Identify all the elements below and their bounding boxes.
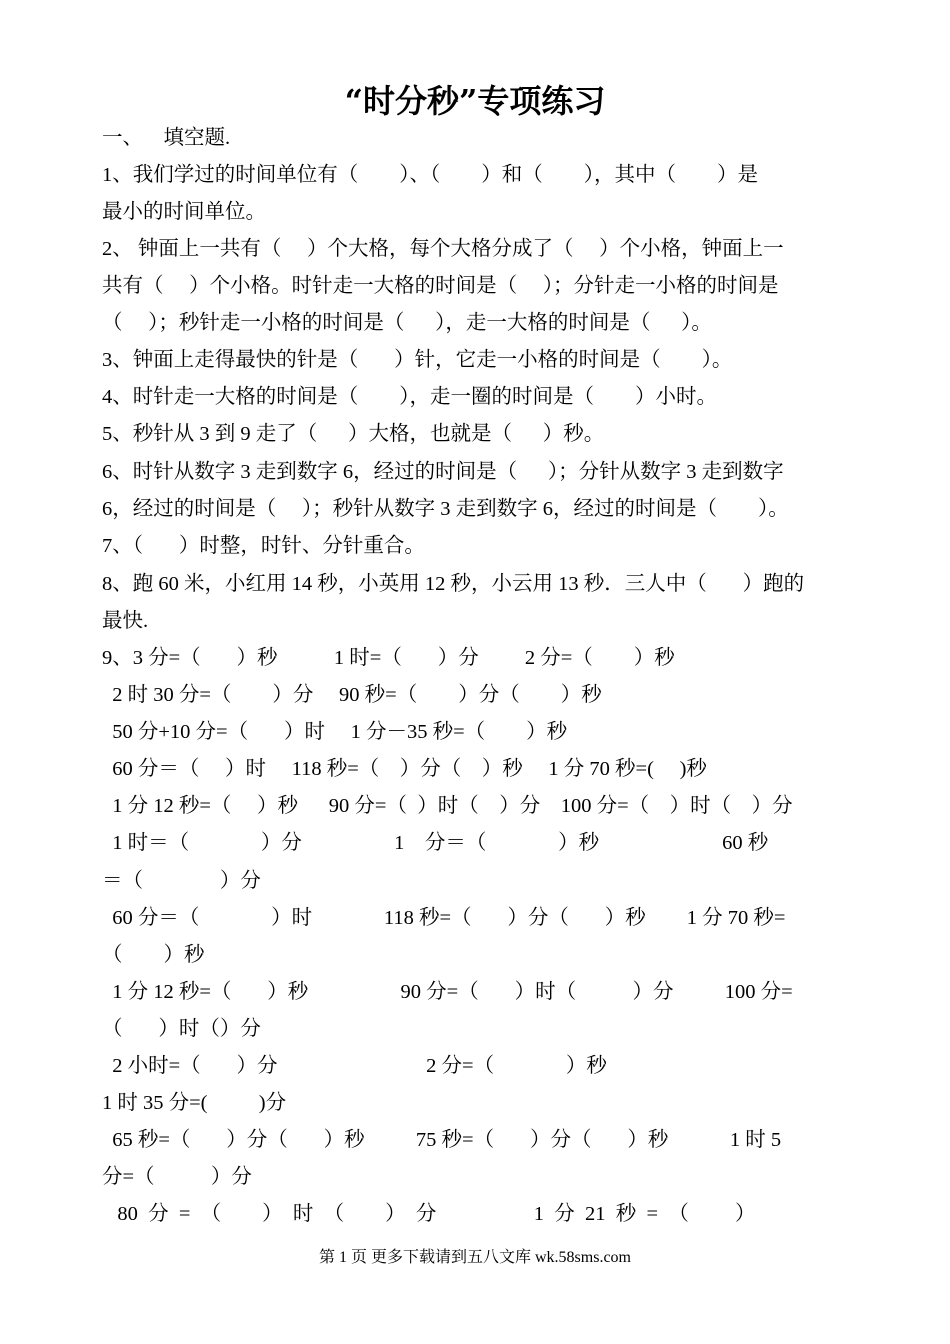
exercise-line: 一、 填空题. [102, 127, 231, 149]
exercise-line: 1、我们学过的时间单位有（ ）、（ ）和（ ），其中（ ）是 [102, 164, 758, 186]
exercise-line: 80 分 = （ ） 时 （ ） 分 1 分 21 秒 = （ ） [102, 1203, 756, 1225]
page-footer: 第 1 页 更多下载请到五八文库 wk.58sms.com [318, 1249, 631, 1266]
exercise-line: 2、 钟面上一共有（ ）个大格，每个大格分成了（ ）个小格，钟面上一 [102, 238, 784, 260]
exercise-line: 65 秒=（ ）分（ ）秒 75 秒=（ ）分（ ）秒 1 时 5 [102, 1129, 782, 1151]
exercise-line: 60 分＝（ ）时 118 秒=（ ）分（ ）秒 1 分 70 秒= [102, 907, 786, 929]
exercise-line: 9、3 分=（ ）秒 1 时=（ ）分 2 分=（ ）秒 [102, 647, 675, 669]
exercise-line: 最快. [102, 610, 149, 632]
exercise-line: 分=（ ）分 [102, 1166, 252, 1188]
exercise-line: 4、时针走一大格的时间是（ ），走一圈的时间是（ ）小时。 [102, 386, 717, 408]
exercise-line: （ ）秒 [102, 944, 205, 966]
exercise-line: 3、钟面上走得最快的针是（ ）针，它走一小格的时间是（ ）。 [102, 349, 733, 371]
exercise-line: （ ）时（）分 [102, 1018, 261, 1040]
exercise-line: 8、跑 60 米，小红用 14 秒，小英用 12 秒，小云用 13 秒．三人中（ ）跑的 [102, 573, 805, 595]
exercise-line: （ ）；秒针走一小格的时间是（ ），走一大格的时间是（ ）。 [102, 312, 712, 334]
exercise-line: 2 时 30 分=（ ）分 90 秒=（ ）分（ ）秒 [102, 684, 602, 706]
exercise-line: 7、（ ）时整，时针、分针重合。 [102, 535, 425, 557]
exercise-line: 60 分＝（ ）时 118 秒=（ ）分（ ）秒 1 分 70 秒=( )秒 [102, 758, 707, 780]
exercise-line: 2 小时=（ ）分 2 分=（ ）秒 [102, 1055, 607, 1077]
exercise-line: 1 分 12 秒=（ ）秒 90 分=（ ）时（ ）分 100 分= [102, 981, 793, 1003]
exercise-line: 50 分+10 分=（ ）时 1 分－35 秒=（ ）秒 [102, 721, 568, 743]
exercise-line: 5、秒针从 3 到 9 走了（ ）大格，也就是（ ）秒。 [102, 423, 605, 445]
exercise-line: 1 时＝（ ）分 1 分＝（ ）秒 60 秒 [102, 832, 769, 854]
exercise-line: 6，经过的时间是（ ）；秒针从数字 3 走到数字 6，经过的时间是（ ）。 [102, 498, 789, 520]
exercise-line: 1 时 35 分=( )分 [102, 1092, 287, 1114]
exercise-line: 最小的时间单位。 [102, 201, 266, 223]
exercise-line: 6、时针从数字 3 走到数字 6，经过的时间是（ ）；分针从数字 3 走到数字 [102, 461, 784, 483]
exercise-line: ＝（ ）分 [102, 870, 261, 892]
exercise-line: 共有（ ）个小格。时针走一大格的时间是（ ）；分针走一小格的时间是 [102, 275, 779, 297]
page-title: “时分秒”专项练习 [344, 82, 606, 120]
exercise-line: 1 分 12 秒=（ ）秒 90 分=（ ）时（ ）分 100 分=（ ）时（ ）分 [102, 795, 793, 817]
